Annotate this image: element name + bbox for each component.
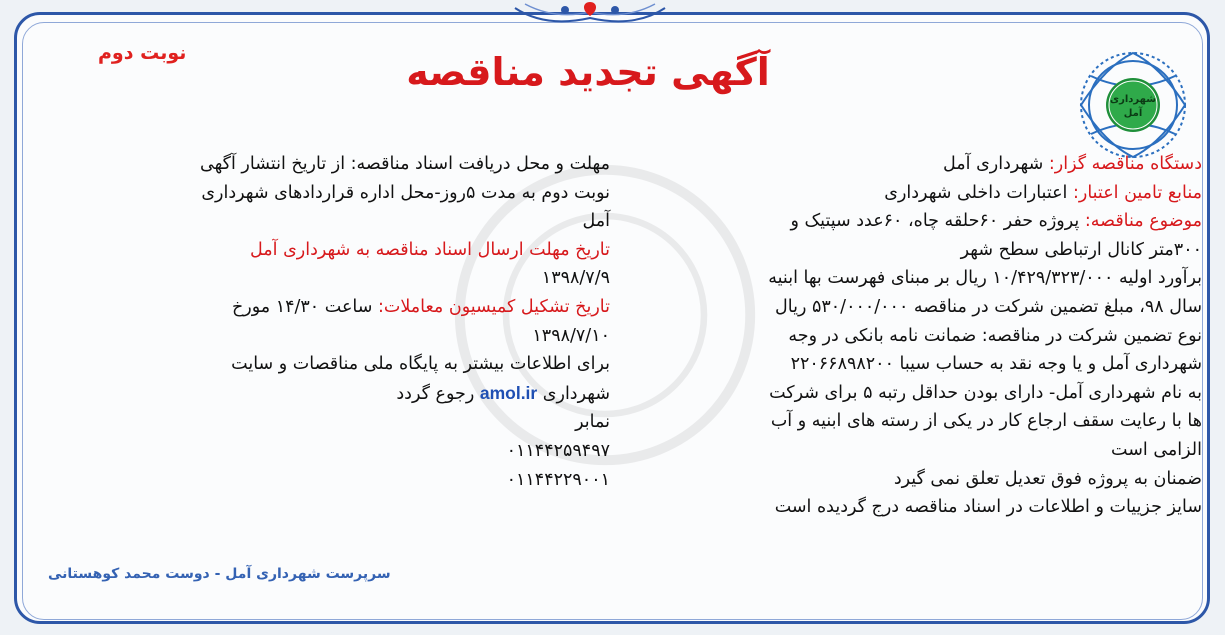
left-column	[42, 150, 610, 494]
organizer-row	[622, 150, 1202, 179]
guarantee-line-1: نوع تضمین شرکت در مناقصه: ضمانت نامه بانکی در وجه	[788, 325, 1202, 346]
funding-label: منابع تامین اعتبار:	[1072, 182, 1202, 203]
info-line-2	[42, 379, 610, 409]
commission-row	[42, 293, 610, 322]
signature: سرپرست شهرداری آمل - دوست محمد کوهستانی	[48, 566, 391, 582]
commission-label: تاریخ تشکیل کمیسیون معاملات:	[377, 296, 610, 317]
website-link[interactable]: amol.ir	[479, 382, 538, 403]
note-line-2: سایز جزییات و اطلاعات در اسناد مناقصه درج گردیده است	[774, 497, 1202, 518]
phone-2: ۰۱۱۴۴۲۲۹۰۰۱	[506, 469, 610, 490]
guarantee-line-2: شهرداری آمل و یا وجه نقد به حساب سیبا ۲۲۰۶۶۸۹۸۲۰۰	[790, 354, 1202, 375]
subject-row	[622, 207, 1202, 236]
municipality-logo-icon	[1066, 46, 1200, 164]
commission-date: ۱۳۹۸/۷/۱۰	[532, 325, 610, 346]
deadline-line-2: نوبت دوم به مدت ۵روز-محل اداره قراردادهای شهرداری	[201, 182, 610, 203]
submit-deadline-date: ۱۳۹۸/۷/۹	[541, 268, 610, 289]
info-line-1: برای اطلاعات بیشتر به پایگاه ملی مناقصات و سایت	[231, 354, 610, 375]
commission-value: ساعت ۱۴/۳۰ مورخ	[231, 296, 378, 317]
funding-value: اعتبارات داخلی شهرداری	[884, 182, 1073, 203]
round-label: نوبت دوم	[98, 42, 187, 64]
subject-value: پروژه حفر ۶۰حلقه چاه، ۶۰عدد سپتیک و	[790, 211, 1085, 232]
info-suffix: رجوع گردد	[396, 383, 480, 404]
guarantee-line-4: ها با رعایت سقف ارجاع کار در یکی از رسته های ابنیه و آب	[770, 411, 1202, 432]
estimate-line-2: سال ۹۸، مبلغ تضمین شرکت در مناقصه ۵۳۰/۰۰۰/۰۰۰ ریال	[775, 296, 1202, 317]
estimate-line-1: برآورد اولیه ۱۰/۴۲۹/۳۲۳/۰۰۰ ریال بر مبنای فهرست بها ابنیه	[768, 268, 1202, 289]
subject-line-2: ۳۰۰متر کانال ارتباطی سطح شهر	[960, 239, 1202, 260]
guarantee-line-3: به نام شهرداری آمل- دارای بودن حداقل رتبه ۵ برای شرکت	[769, 382, 1202, 403]
note-line-1: ضمنان به پروژه فوق تعدیل تعلق نمی گیرد	[893, 468, 1202, 489]
organizer-label: دستگاه مناقصه گزار:	[1048, 154, 1202, 174]
submit-deadline-label: تاریخ مهلت ارسال اسناد مناقصه به شهرداری آمل	[250, 239, 610, 260]
deadline-line-3: آمل	[582, 211, 610, 232]
fax-label: نمابر	[575, 412, 610, 433]
page-title: آگهی تجدید مناقصه	[406, 50, 770, 94]
info-prefix: شهرداری	[537, 383, 610, 404]
funding-row	[622, 179, 1202, 208]
guarantee-line-5: الزامی است	[1111, 439, 1202, 460]
phone-1: ۰۱۱۴۴۲۵۹۴۹۷	[506, 440, 610, 461]
top-ornament-icon	[505, 0, 675, 30]
right-column	[622, 150, 1202, 522]
organizer-value: شهرداری آمل	[943, 154, 1049, 174]
deadline-line-1: مهلت و محل دریافت اسناد مناقصه: از تاریخ انتشار آگهی	[200, 154, 610, 174]
svg-text:شهرداری: شهرداری	[1109, 94, 1157, 105]
subject-label: موضوع مناقصه:	[1084, 211, 1202, 232]
svg-text:آمل: آمل	[1123, 108, 1143, 119]
